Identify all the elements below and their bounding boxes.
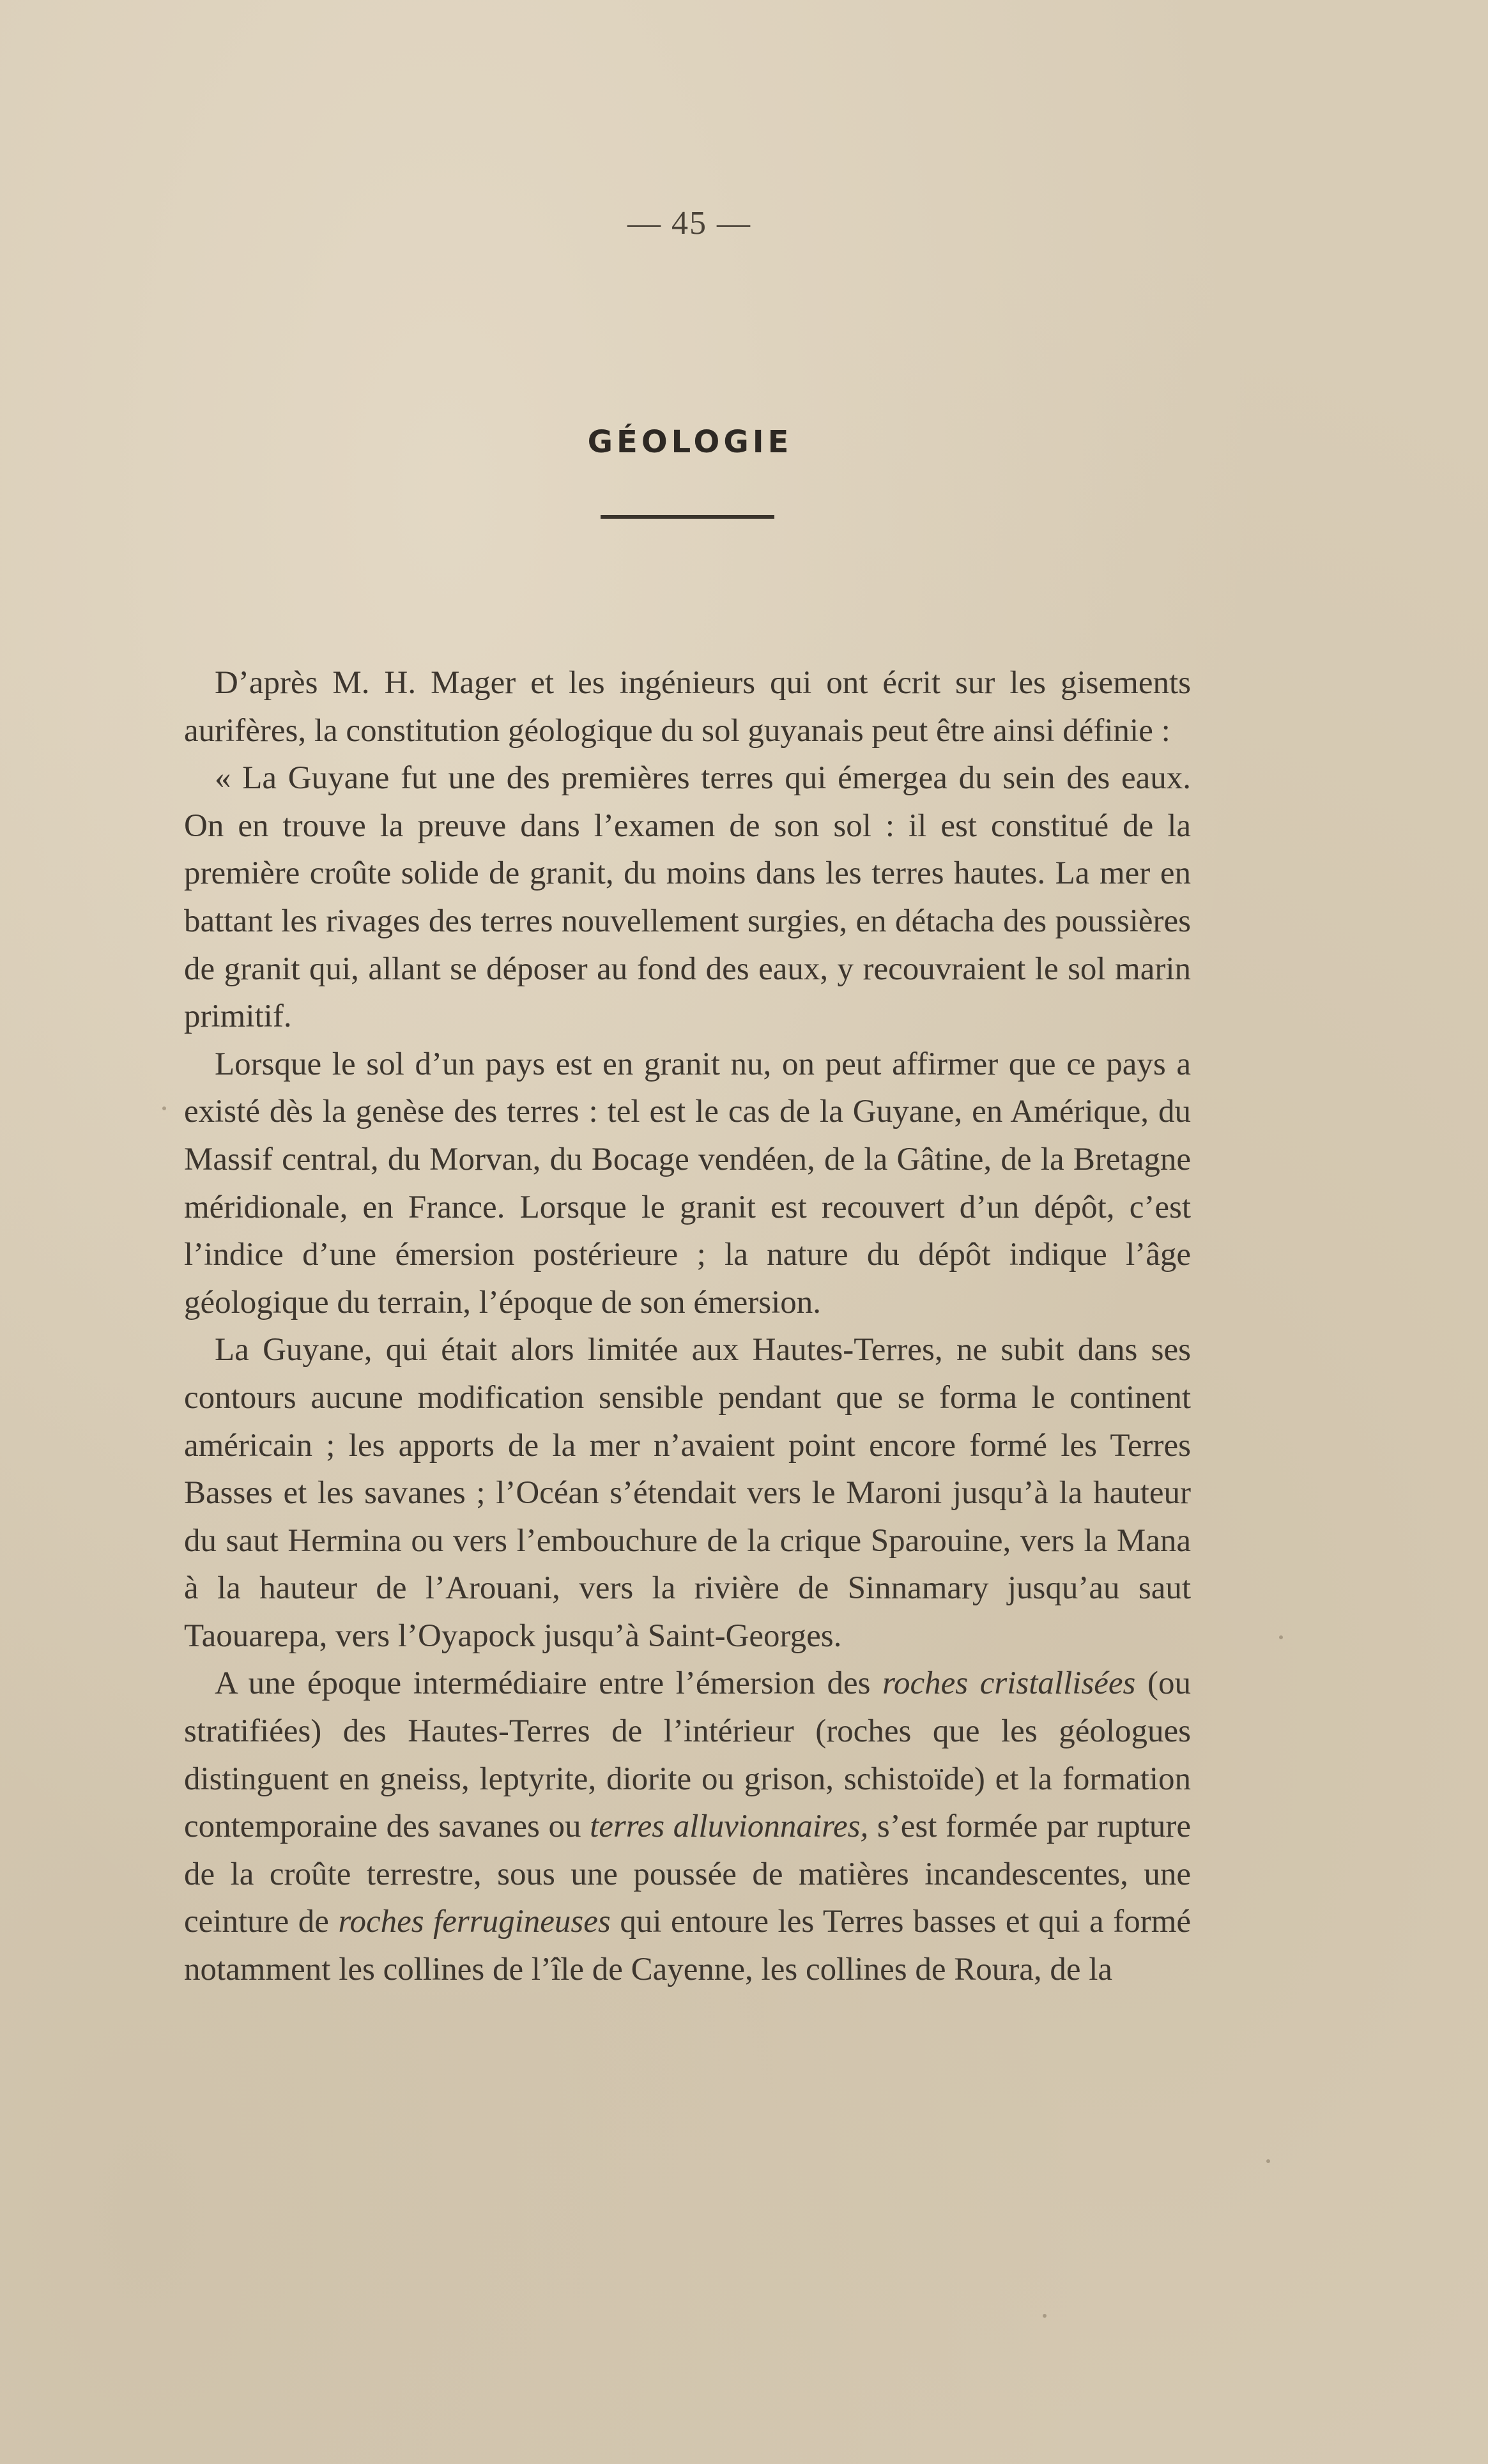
paper-speck — [1279, 1635, 1283, 1639]
paper-speck — [1043, 2314, 1047, 2318]
paragraph-text: A une époque intermédiaire entre l’émersion des — [215, 1665, 883, 1702]
paper-speck — [1266, 2159, 1270, 2163]
page-number: — 45 — — [627, 205, 751, 241]
paragraph-text: Lorsque le sol d’un pays est en granit nu, on peut affirmer que ce pays a existé dès la genèse des terres : tel est le cas de la Guyane, en Amérique, du Massif central, du Morvan, du Bocage vendéen, de la Gâtine, de la Bretagne méridionale, en France. Lorsque le granit est recouvert d’un dépôt, c’est l’indice d’une émersion postérieure ; la nature du dépôt indique l’âge géologique du terrain, l’époque de son émersion. — [184, 1046, 1191, 1320]
title-underline — [601, 515, 774, 519]
paragraph — [184, 1041, 1191, 1327]
paragraph — [184, 1660, 1191, 1993]
paragraph-text: (ou stratifiées) des Hautes-Terres de l’intérieur (roches que les géologues distinguent en gneiss, leptyrite, diorite ou grison, schistoïde) et la formation contemporaine des savanes ou — [184, 1665, 1192, 1845]
paper-speck — [162, 1106, 166, 1110]
paragraph-text: La Guyane, qui était alors limitée aux Hautes-Terres, ne subit dans ses contours aucune modification sensible pendant que se forma le continent américain ; les apports de la mer n’avaient point encore formé les Terres Basses et les savanes ; l’Océan s’étendait vers le Maroni jusqu’à la hauteur du saut Hermina ou vers l’embouchure de la crique Sparouine, vers la Mana à la hauteur de l’Arouani, vers la rivière de Sinnamary jusqu’au saut Taouarepa, vers l’Oyapock jusqu’à Saint-Georges. — [184, 1332, 1191, 1654]
italic-term: terres alluvionnaires, — [590, 1809, 869, 1845]
paragraph — [184, 1326, 1191, 1660]
italic-term: roches cristallisées — [882, 1665, 1136, 1702]
body-text — [184, 659, 1191, 1994]
paragraph-text: « La Guyane fut une des premières terres qui émergea du sein des eaux. On en trouve la preuve dans l’examen de son sol : il est constitué de la première croûte solide de granit, du moins dans les terres hautes. La mer en battant les rivages des terres nouvellement surgies, en détacha des poussières de granit qui, allant se déposer au fond des eaux, y recouvraient le sol marin primitif. — [184, 760, 1191, 1035]
paragraph-text: qui entoure les Terres basses et qui a formé notamment les collines de l’île de Cayenne, les collines de Roura, de la — [184, 1904, 1191, 1988]
page-title: GÉOLOGIE — [587, 424, 793, 460]
paragraph-text: D’après M. H. Mager et les ingénieurs qui ont écrit sur les gisements aurifères, la constitution géologique du sol guyanais peut être ainsi définie : — [184, 665, 1191, 749]
italic-term: roches ferrugineuses — [338, 1904, 611, 1940]
paragraph — [184, 659, 1191, 754]
paragraph-text: s’est formée par rupture de la croûte terrestre, sous une poussée de matières incandescentes, une ceinture de — [184, 1809, 1191, 1940]
paragraph — [184, 754, 1191, 1041]
